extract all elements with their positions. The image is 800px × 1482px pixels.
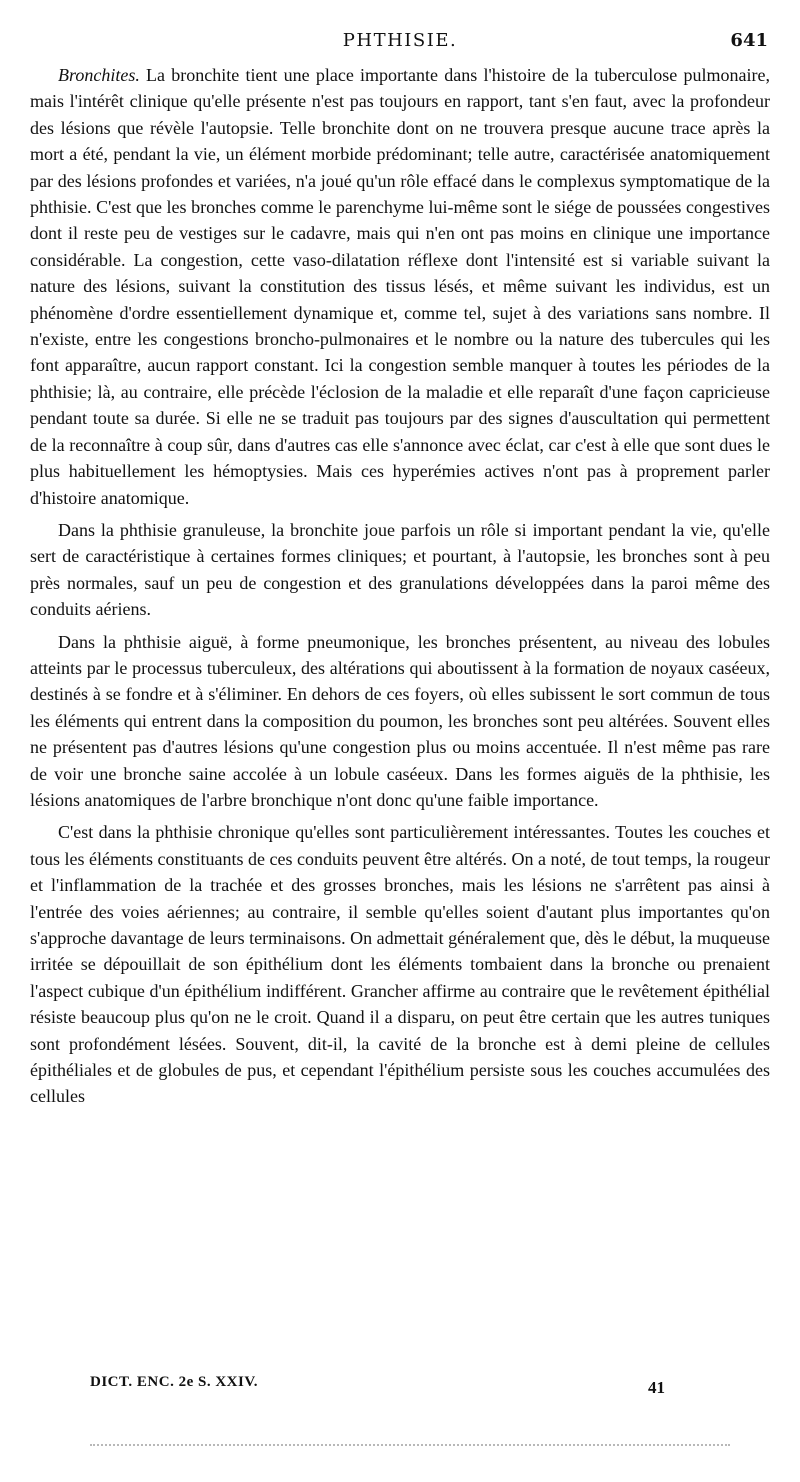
scan-artifact-line bbox=[90, 1444, 730, 1446]
paragraph-aigue: Dans la phthisie aiguë, à forme pneumonique, les bronches présentent, au niveau des lobules atteints par le processus tuberculeux, des altérations qui aboutissent à la formation de noyaux caséeux, destinés à se fondre et à s'éliminer. En dehors de ces foyers, où elles subissent le sort commun de tous les éléments qui entrent dans la composition du poumon, les bronches sont peu altérées. Souvent elles ne présentent pas d'autres lésions qu'une congestion plus ou moins accentuée. Il n'est même pas rare de voir une bronche saine accolée à un lobule caséeux. Dans les formes aiguës de la phthisie, les lésions anatomiques de l'arbre bronchique n'ont donc qu'une faible importance. bbox=[30, 631, 770, 810]
paragraph-granuleuse: Dans la phthisie granuleuse, la bronchite joue parfois un rôle si important pendant la vie, qu'elle sert de caractéristique à certaines formes cliniques; et pourtant, à l'autopsie, les bronches sont à peu près normales, sauf un peu de congestion et des granulations développées dans la paroi même des conduits aériens. bbox=[30, 519, 770, 620]
page-number: 641 bbox=[730, 30, 768, 51]
book-page bbox=[30, 0, 770, 1482]
paragraph-text: La bronchite tient une place importante dans l'histoire de la tuberculose pulmonaire, mais l'intérêt clinique qu'elle présente n'est pas toujours en rapport, tant s'en faut, avec la profondeur des lésions que révèle l'autopsie. Telle bronchite dont on ne trouvera presque aucune trace après la mort a été, pendant la vie, un élément morbide prédominant; telle autre, caractérisée anatomiquement par des lésions profondes et variées, n'a joué qu'un rôle effacé dans le complexus symptomatique de la phthisie. C'est que les bronches comme le parenchyme lui-même sont le siége de poussées congestives dont il reste peu de vestiges sur le cadavre, mais qui n'en ont pas moins en clinique une importance considérable. La congestion, cette vaso-dilatation réflexe dont l'intensité est si variable suivant la nature des lésions, suivant la constitution des tissus lésés, et même suivant les individus, est un phénomène d'ordre essentiellement dynamique et, comme tel, sujet à des variations sans nombre. Il n'existe, entre les congestions broncho-pulmonaires et le nombre ou la nature des tubercules qui les font apparaître, aucun rapport constant. Ici la congestion semble manquer à toutes les périodes de la phthisie; là, au contraire, elle précède l'éclosion de la maladie et elle reparaît d'une façon capricieuse pendant toute sa durée. Si elle ne se traduit pas toujours par des signes d'auscultation qui permettent de la reconnaître à coup sûr, dans d'autres cas elle s'annonce avec éclat, car c'est à elle que sont dues le plus habituellement les hémoptysies. Mais ces hyperémies actives n'ont pas à proprement parler d'histoire anatomique. bbox=[30, 65, 770, 508]
article-body bbox=[30, 62, 770, 1110]
printer-signature: DICT. ENC. 2e S. XXIV. bbox=[90, 1374, 258, 1390]
paragraph-chronique: C'est dans la phthisie chronique qu'elles sont particulièrement intéressantes. Toutes les couches et tous les éléments constituants de ces conduits peuvent être altérés. On a noté, de tout temps, la rougeur et l'inflammation de la trachée et des grosses bronches, mais les lésions ne s'arrêtent pas ainsi à l'entrée des voies aériennes; au contraire, il semble qu'elles soient d'autant plus importantes qu'on s'approche davantage de leurs terminaisons. On admettait généralement que, dès le début, la muqueuse irritée se dépouillait de son épithélium dont les éléments tombaient dans la bronche ou prenaient l'aspect cubique d'un épithélium indifférent. Grancher affirme au contraire que le revêtement épithélial résiste beaucoup plus qu'on ne le croit. Quand il a disparu, on peut être certain que les autres tuniques sont profondément lésées. Souvent, dit-il, la cavité de la bronche est à demi pleine de cellules épithéliales et de globules de pus, et cependant l'épithélium persiste sous les couches accumulées des cellules bbox=[30, 822, 770, 1107]
running-title: PHTHISIE. bbox=[342, 30, 458, 51]
section-lead-title: Bronchites. bbox=[58, 65, 140, 85]
sheet-number: 41 bbox=[648, 1378, 665, 1397]
page-footer bbox=[30, 1374, 770, 1402]
running-head bbox=[30, 30, 770, 56]
paragraph-bronchites bbox=[30, 62, 770, 511]
